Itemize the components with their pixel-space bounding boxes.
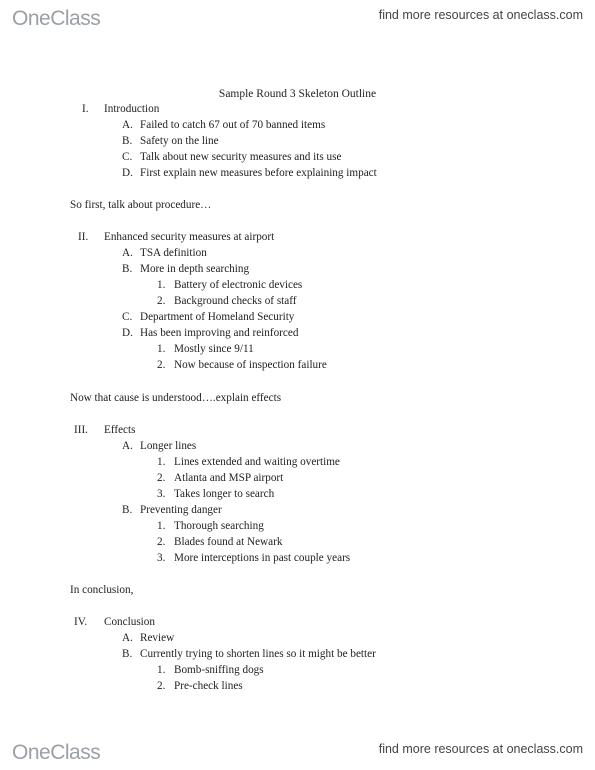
outline-text: Review — [140, 632, 175, 644]
outline-line — [122, 247, 207, 259]
oneclass-logo[interactable] — [12, 4, 100, 31]
outline-line — [122, 632, 174, 644]
outline-line — [78, 231, 274, 243]
outline-line — [122, 119, 325, 131]
outline-text: Atlanta and MSP airport — [174, 472, 284, 484]
outline-line — [157, 680, 243, 692]
outline-marker: 1. — [157, 456, 166, 468]
document-title: Sample Round 3 Skeleton Outline — [218, 88, 377, 100]
outline-transition — [70, 199, 211, 211]
outline-marker: B. — [122, 504, 133, 516]
outline-text: In conclusion, — [70, 584, 134, 596]
outline-text: More interceptions in past couple years — [174, 552, 351, 564]
outline-line — [157, 536, 282, 548]
outline-line — [157, 520, 264, 532]
outline-text: Background checks of staff — [174, 295, 297, 307]
outline-line — [122, 504, 222, 516]
outline-marker: B. — [122, 135, 133, 147]
outline-text: Now that cause is understood….explain effects — [70, 392, 282, 404]
outline-marker: 2. — [157, 295, 166, 307]
page-footer — [0, 734, 595, 770]
promo-link[interactable]: find more resources at oneclass.com — [378, 8, 583, 22]
outline-text: Effects — [104, 424, 136, 436]
outline-marker: III. — [74, 424, 88, 436]
outline-line — [157, 295, 297, 307]
outline-marker: D. — [122, 167, 133, 179]
outline-line — [122, 648, 376, 660]
outline-marker: C. — [122, 311, 133, 323]
outline-text: Has been improving and reinforced — [140, 327, 299, 339]
oneclass-logo[interactable] — [12, 738, 100, 765]
outline-text: Thorough searching — [174, 520, 264, 532]
outline-marker: A. — [122, 632, 133, 644]
outline-transition — [70, 584, 133, 596]
outline-text: Failed to catch 67 out of 70 banned items — [140, 119, 326, 131]
outline-marker: 2. — [157, 536, 166, 548]
outline-line — [157, 472, 283, 484]
outline-marker: 3. — [157, 488, 166, 500]
outline-marker: A. — [122, 119, 133, 131]
outline-line — [122, 327, 298, 339]
outline-marker: 2. — [157, 472, 166, 484]
outline-marker: IV. — [74, 616, 88, 628]
logo-text: OneClass — [12, 741, 101, 764]
outline-line — [157, 359, 327, 371]
outline-text: Conclusion — [104, 616, 155, 628]
outline-line — [157, 343, 254, 355]
logo-text: OneClass — [12, 7, 101, 30]
page-header — [0, 0, 595, 36]
outline-marker: 2. — [157, 359, 166, 371]
outline-marker: B. — [122, 648, 133, 660]
outline-marker: II. — [78, 231, 89, 243]
outline-text: Mostly since 9/11 — [174, 343, 254, 355]
outline-line — [122, 440, 196, 452]
outline-text: So first, talk about procedure… — [70, 199, 212, 211]
outline-marker: 1. — [157, 520, 166, 532]
outline-line — [122, 311, 294, 323]
outline-text: Lines extended and waiting overtime — [174, 456, 340, 468]
outline-line — [157, 456, 340, 468]
outline-transition — [70, 392, 281, 404]
outline-marker: 2. — [157, 680, 166, 692]
outline-text: Battery of electronic devices — [174, 279, 303, 291]
outline-text: Longer lines — [140, 440, 197, 452]
outline-marker: 1. — [157, 343, 166, 355]
outline-text: Talk about new security measures and its use — [140, 151, 342, 163]
outline-marker: C. — [122, 151, 133, 163]
outline-text: Bomb-sniffing dogs — [174, 664, 264, 676]
outline-marker: A. — [122, 247, 133, 259]
outline-text: Blades found at Newark — [174, 536, 283, 548]
outline-text: Introduction — [104, 103, 160, 115]
outline-text: Department of Homeland Security — [140, 311, 295, 323]
outline-text: Enhanced security measures at airport — [104, 231, 275, 243]
outline-line — [74, 424, 135, 436]
outline-line — [74, 616, 155, 628]
outline-marker: 3. — [157, 552, 166, 564]
outline-text: More in depth searching — [140, 263, 250, 275]
outline-line — [157, 488, 274, 500]
outline-line — [82, 103, 159, 115]
outline-marker: I. — [82, 103, 89, 115]
outline-marker: A. — [122, 440, 133, 452]
outline-text: Preventing danger — [140, 504, 222, 516]
outline-text: First explain new measures before explaining impact — [140, 167, 377, 179]
outline-text: TSA definition — [140, 247, 207, 259]
outline-line — [122, 135, 219, 147]
outline-marker: D. — [122, 327, 133, 339]
outline-line — [157, 552, 350, 564]
outline-line — [122, 263, 249, 275]
outline-text: Pre-check lines — [174, 680, 243, 692]
outline-marker: B. — [122, 263, 133, 275]
outline-line — [157, 279, 302, 291]
outline-line — [157, 664, 264, 676]
outline-line — [122, 167, 377, 179]
outline-text: Now because of inspection failure — [174, 359, 327, 371]
outline-text: Takes longer to search — [174, 488, 275, 500]
promo-link[interactable]: find more resources at oneclass.com — [378, 742, 583, 756]
outline-marker: 1. — [157, 279, 166, 291]
outline-text: Safety on the line — [140, 135, 219, 147]
outline-marker: 1. — [157, 664, 166, 676]
outline-line — [122, 151, 341, 163]
outline-text: Currently trying to shorten lines so it might be better — [140, 648, 376, 660]
